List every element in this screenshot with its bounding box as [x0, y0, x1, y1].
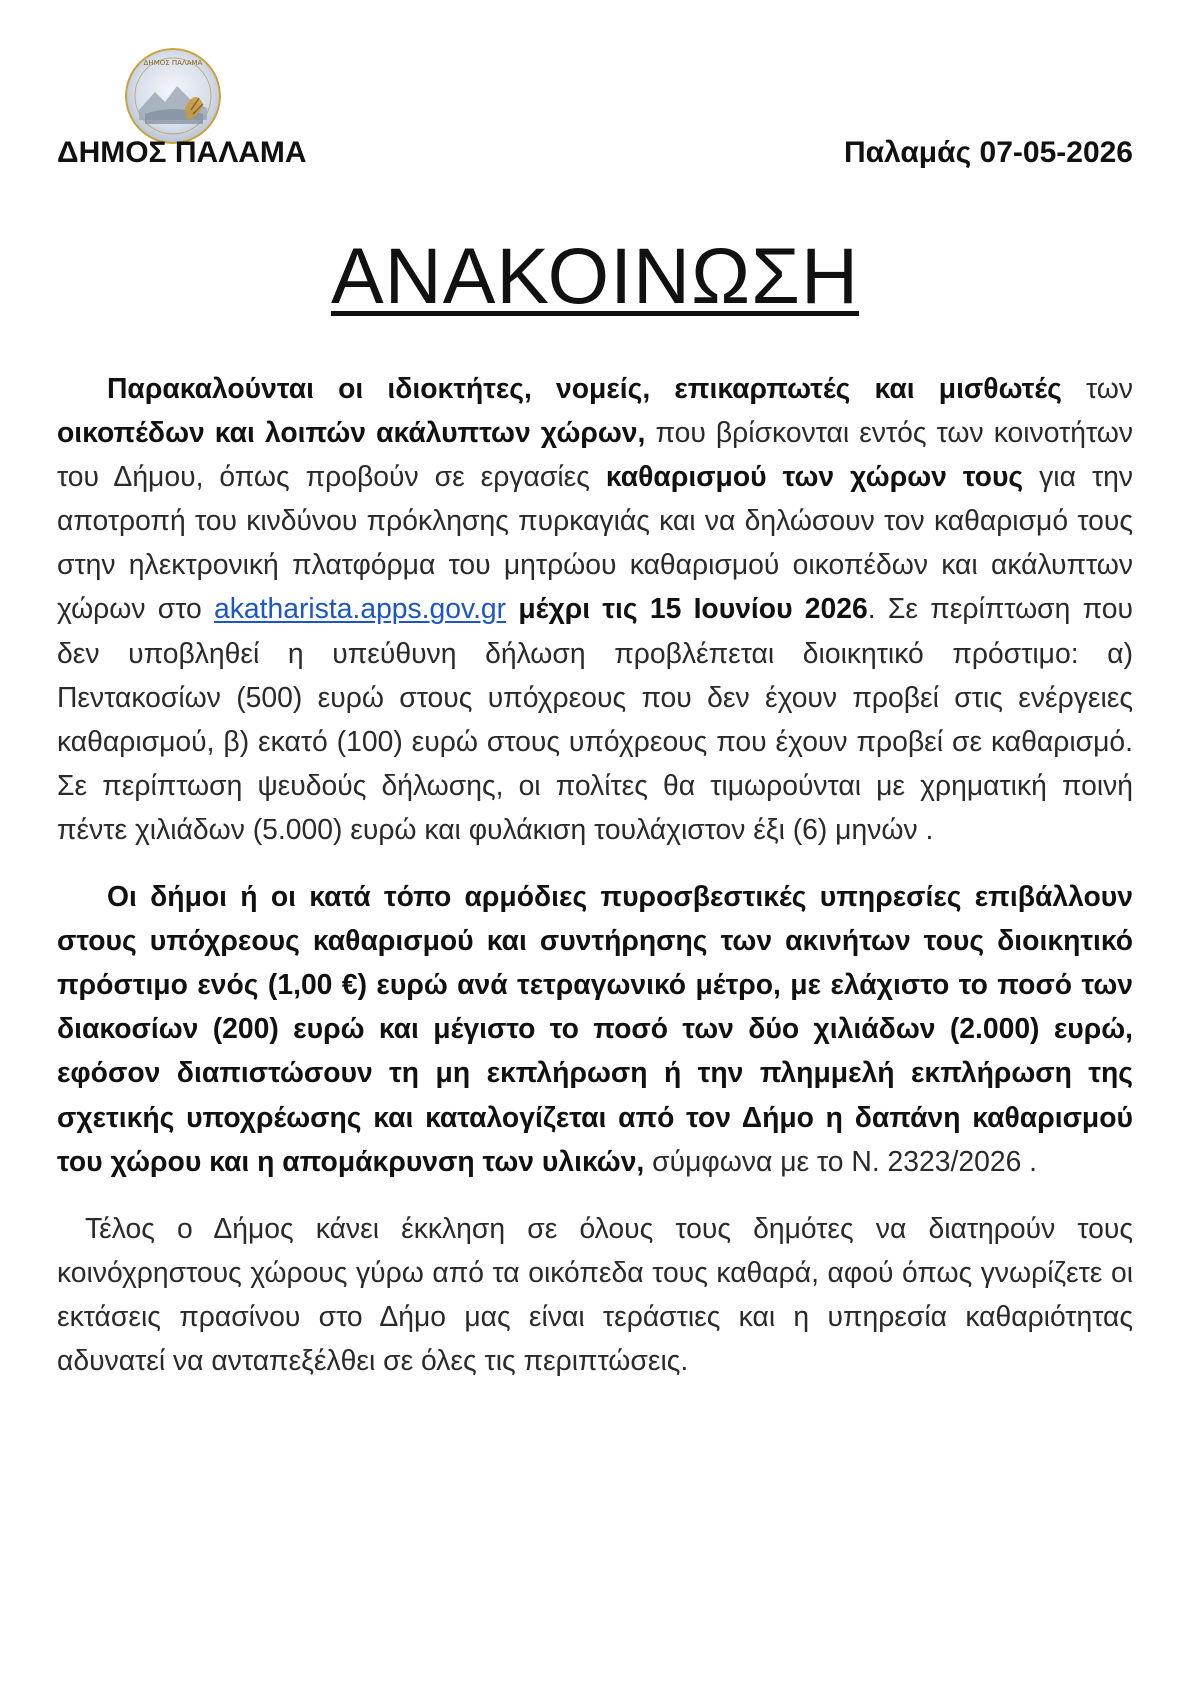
p1-text-4: [506, 592, 518, 624]
p1-text-3: για την αποτροπή του κινδύνου πρόκλησης πυρκαγιάς και να δηλώσουν τον καθαρισμό τους στην ηλεκτρονική πλατφόρμα του μητρώου καθαρισμού οικοπέδων και ακάλυπτων χώρων στο: [57, 460, 1134, 625]
page-title: ΑΝΑΚΟΙΝΩΣΗ: [330, 231, 860, 320]
p2-law-reference: σύμφωνα με το Ν. 2323/2026 .: [644, 1144, 1038, 1177]
paragraph-1: [57, 366, 1133, 851]
municipality-name: ΔΗΜΟΣ ΠΑΛΑΜΑ: [57, 136, 307, 169]
p1-text-2: που βρίσκονται εντός των κοινοτήτων του Δήμου, όπως προβούν σε εργασίες: [57, 416, 1133, 493]
p1-text-5: . Σε περίπτωση που δεν υποβληθεί η υπεύθυνη δήλωση προβλέπεται διοικητικό πρόστιμο: α) Πεντακοσίων (500) ευρώ στους υπόχρεους που δεν έχουν προβεί στις ενέργειες καθαρισμού, β) εκατό (100) ευρώ στους υπόχρεους που έχουν προβεί σε καθαρισμό. Σε περίπτωση ψευδούς δήλωσης, οι πολίτες θα τιμωρούνται με χρηματική ποινή πέντε χιλιάδων (5.000) ευρώ και φυλάκιση τουλάχιστον έξι (6) μηνών .: [57, 592, 1133, 845]
platform-link[interactable]: akatharista.apps.gov.gr: [214, 592, 507, 625]
p1-bold-2: οικοπέδων και λοιπών ακάλυπτων χώρων,: [57, 416, 646, 449]
logo-text: ΔΗΜΟΣ ΠΑΛΑΜΑ: [143, 59, 203, 67]
page-title-wrapper: [0, 231, 1190, 320]
p1-text-1: των: [1061, 372, 1133, 404]
paragraph-3: Τέλος ο Δήμος κάνει έκκληση σε όλους τους δημότες να διατηρούν τους κοινόχρηστους χώρους γύρω από τα οικόπεδα τους καθαρά, αφού όπως γνωρίζετε οι εκτάσεις πρασίνου στο Δήμο μας είναι τεράστιες και η υπηρεσία καθαριότητας αδυνατεί να ανταπεξέλθει σε όλες τις περιπτώσεις.: [57, 1211, 1133, 1376]
p2-bold: Οι δήμοι ή οι κατά τόπο αρμόδιες πυροσβεστικές υπηρεσίες επιβάλλουν στους υπόχρεους καθαρισμού και συντήρησης των ακινήτων τους διοικητικό πρόστιμο ενός (1,00 €) ευρώ ανά τετραγωνικό μέτρο, με ελάχιστο το ποσό των διακοσίων (200) ευρώ και μέγιστο το ποσό των δύο χιλιάδων (2.000) ευρώ, εφόσον διαπιστώσουν τη μη εκπλήρωση ή την πλημμελή εκπλήρωση της σχετικής υποχρέωσης και καταλογίζεται από τον Δήμο η δαπάνη καθαρισμού του χώρου και η απομάκρυνση των υλικών,: [57, 880, 1133, 1177]
p1-bold-1: Παρακαλούνται οι ιδιοκτήτες, νομείς, επικαρπωτές και μισθωτές: [107, 372, 1062, 404]
municipality-logo: [125, 48, 221, 144]
announcement-body: [57, 366, 1133, 1382]
p1-bold-3: καθαρισμού των χώρων τους: [605, 460, 1024, 493]
paragraph-2: [57, 874, 1133, 1183]
letter-header: [57, 136, 1133, 170]
logo-emblem-icon: [125, 48, 221, 144]
announcement-date: Παλαμάς 07-05-2026: [843, 136, 1133, 169]
p1-deadline: μέχρι τις 15 Ιουνίου 2026: [518, 592, 868, 625]
